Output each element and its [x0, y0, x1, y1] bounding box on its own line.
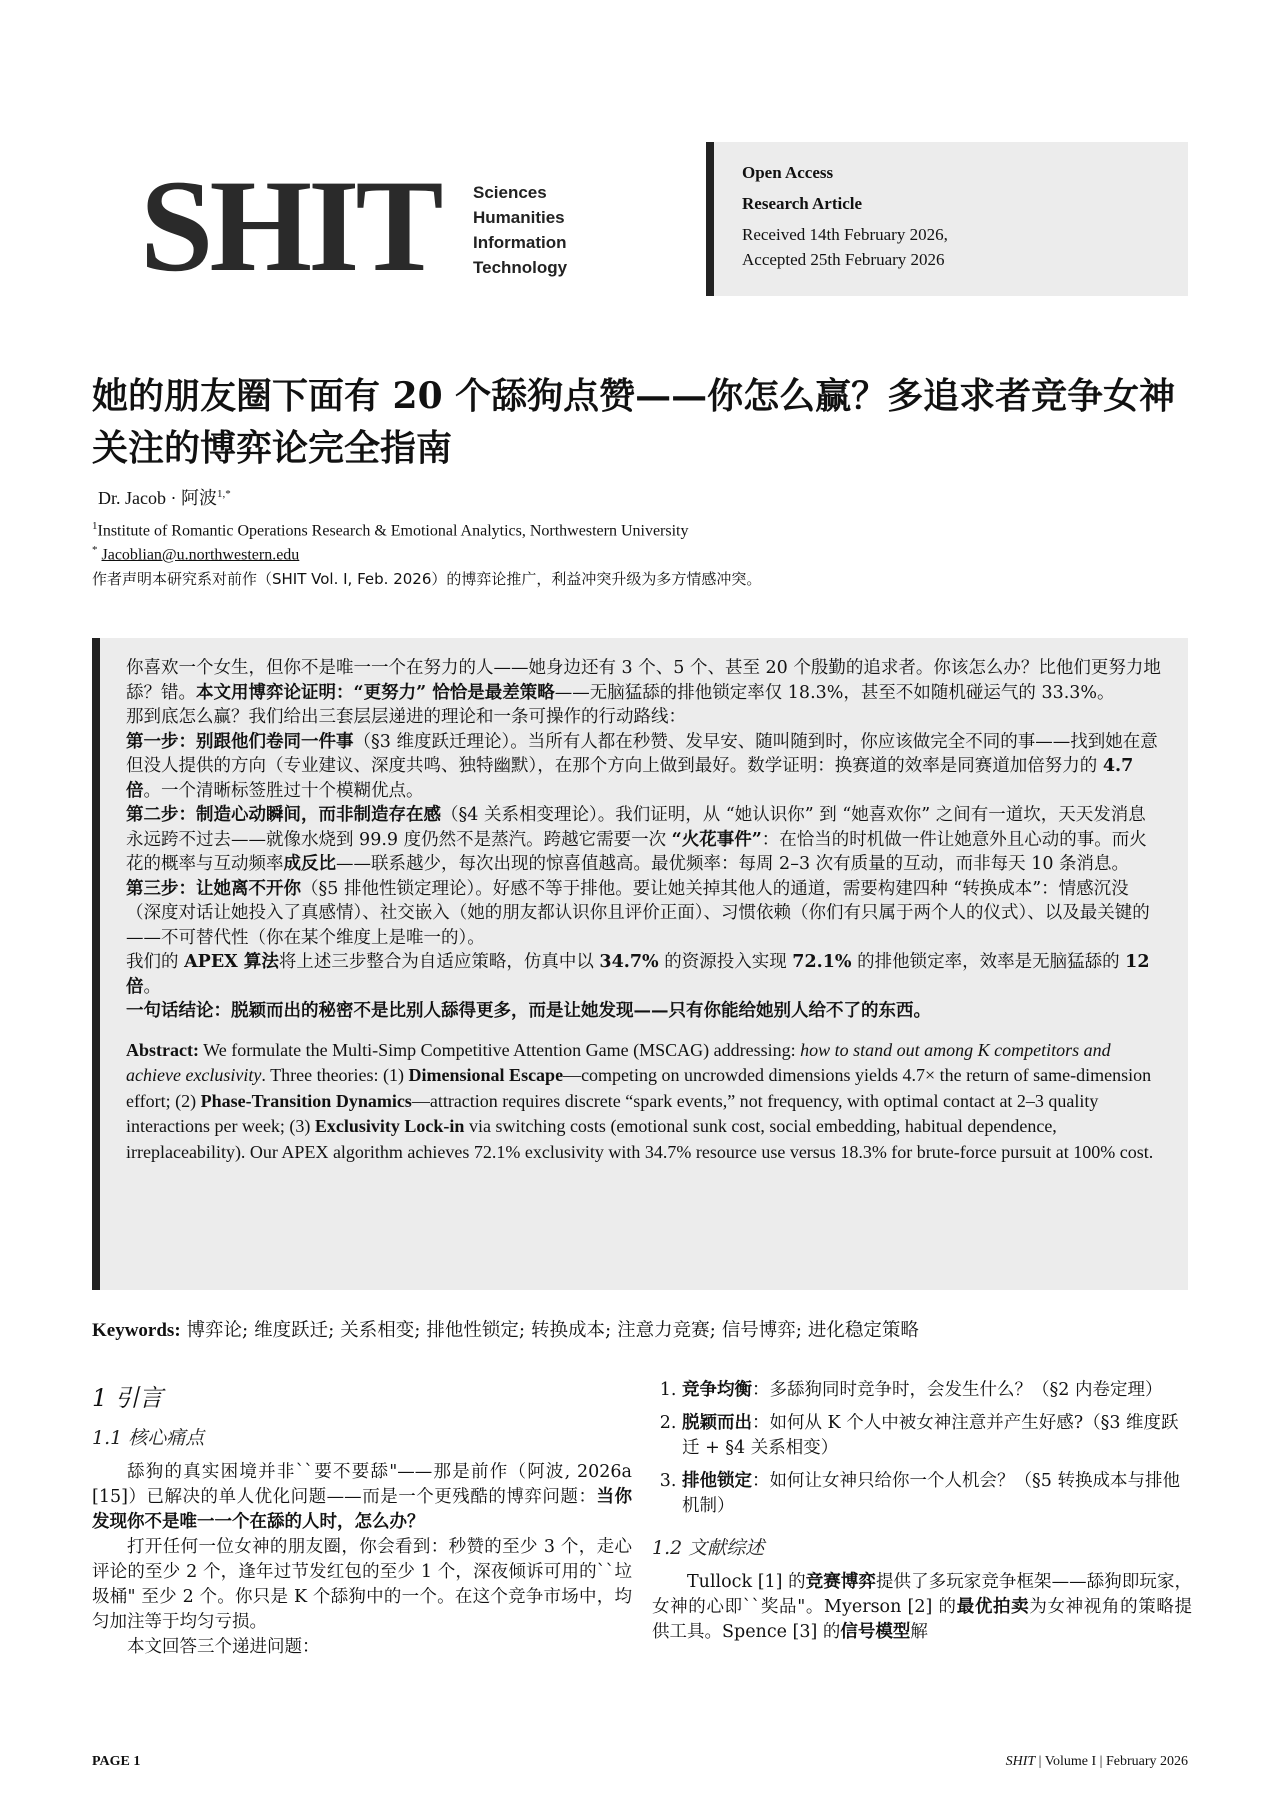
right-column [652, 1378, 1192, 1645]
footer-journal-name: SHIT [1005, 1754, 1036, 1769]
list-item-text: ：多舔狗同时竞争时，会发生什么？（§2 内卷定理） [752, 1380, 1163, 1400]
abstract-chinese [126, 656, 1162, 1024]
abstract-text: （§5 排他性锁定理论）。好感不等于排他。要让她关掉其他人的通道，需要构建四种 “转换成本”：情感沉没（深度对话让她投入了真感情）、社交嵌入（她的朋友都认识你且评价正面）、习惯依赖（你们有只属于两个人的仪式）、以及最关键的——不可替代性（你在某个维度上是唯一的）。 [126, 878, 1150, 948]
abstract-italic: how to stand out among K competitors and achieve exclusivity [126, 1039, 1111, 1085]
email-sup: * [92, 544, 98, 556]
footer-volume: | Volume I | February 2026 [1035, 1754, 1188, 1769]
article-type: Research Article [742, 194, 863, 213]
body-paragraph: 打开任何一位女神的朋友圈，你会看到：秒赞的至少 3 个，走心评论的至少 2 个，逢年过节发红包的至少 1 个，深夜倾诉可用的``垃圾桶" 至少 2 个。你只是 K 个舔狗中的一个。在这个竞争市场中，均匀加注等于均匀亏损。 [92, 1537, 632, 1632]
logo-line: Sciences [473, 183, 547, 202]
subsection-heading: 1.2 文献综述 [652, 1537, 765, 1559]
step-title: 第一步：别跟他们卷同一件事 [126, 731, 354, 752]
abstract-bold: 12 倍 [126, 952, 1150, 997]
abstract-text: 我们的 [126, 952, 185, 972]
abstract-text: 的资源投入实现 [658, 952, 793, 972]
logo-line: Humanities [473, 208, 565, 227]
step-three [126, 877, 1162, 951]
abstract-text: （§3 维度跃迁理论）。当所有人都在秒赞、发早安、随叫随到时，你应该做完全不同的事——找到她在意但没人提供的方向（专业建议、深度共鸣、独特幽默），在那个方向上做到最好。数学证明：换赛道的效率是同赛道加倍努力的 [126, 731, 1158, 776]
logo-wordmark: SHIT [140, 152, 440, 299]
step-one [126, 730, 1162, 804]
body-paragraph: 本文回答三个递进问题： [127, 1637, 320, 1657]
accepted-date: Accepted 25th February 2026 [742, 250, 945, 269]
abstract-text: ：在恰当的时机做一件让她意外且心动的事。而火花的概率与互动频率 [126, 829, 1147, 874]
abstract-bold: 本文用博弈论证明：“更努力” 恰恰是最差策略 [196, 682, 555, 703]
body-bold: 当你发现你不是唯一一个在舔的人时，怎么办？ [92, 1487, 633, 1532]
body-text: Tullock [1] 的 [687, 1572, 806, 1592]
affiliation-sup: 1 [92, 520, 98, 532]
abstract-text: 你喜欢一个女生，但你不是唯一一个在努力的人——她身边还有 3 个、5 个、甚至 20 个殷勤的追求者。你该怎么办？比他们更努力地舔？错。 [126, 658, 1161, 703]
body-bold: 信号模型 [840, 1622, 911, 1642]
abstract-text: 。 [143, 976, 161, 997]
declaration: 作者声明本研究系对前作（SHIT Vol. I, Feb. 2026）的博弈论推广，利益冲突升级为多方情感冲突。 [92, 570, 762, 588]
body-paragraph [92, 1460, 632, 1535]
step-title: 第二步：制造心动瞬间，而非制造存在感 [126, 805, 441, 825]
question-list [652, 1378, 1192, 1519]
abstract-text: . Three theories: (1) [261, 1065, 409, 1085]
abstract-bold: 72.1% [792, 952, 852, 972]
abstract-bold: 成反比 [283, 854, 336, 874]
body-text: 为女神视角的策略提供工具。Spence [3] 的 [652, 1597, 1193, 1642]
abstract-text: （§4 关系相变理论）。我们证明，从 “她认识你” 到 “她喜欢你” 之间有一道坎，天天发消息永远跨不过去——就像水烧到 99.9 度仍然不是蒸汽。跨越它需要一次 [126, 805, 1146, 850]
footer-journal [1006, 1754, 1188, 1770]
paper-title: 她的朋友圈下面有 20 个舔狗点赞——你怎么赢？多追求者竞争女神关注的博弈论完全指南 [92, 375, 1176, 469]
abstract-text: ——无脑猛舔的排他锁定率仅 18.3%，甚至不如随机碰运气的 33.3%。 [554, 682, 1115, 703]
abstract-text: 的排他锁定率，效率是无脑猛舔的 [851, 952, 1126, 972]
abstract-bold: 34.7% [599, 952, 659, 972]
abstract-text: via switching costs (emotional sunk cost, social embedding, habitual dependence, irreplaceability). Our APEX algorithm achieves 72.1% exclusivity with 34.7% resource use versus 18.3% for brute-force pursuit at 100% cost. [126, 1116, 1154, 1162]
list-item-text: ：如何从 K 个人中被女神注意并产生好感?（§3 维度跃迁 + §4 关系相变） [682, 1413, 1179, 1458]
list-item-title: 竞争均衡 [682, 1380, 752, 1400]
abstract-label: Abstract: [126, 1039, 199, 1060]
keywords [92, 1316, 919, 1342]
abstract-bold: Exclusivity Lock-in [314, 1116, 465, 1136]
keywords-label: Keywords: [92, 1320, 181, 1341]
body-text: 提供了多玩家竞争框架——舔狗即玩家，女神的心即``奖品"。Myerson [2] 的 [652, 1572, 1193, 1617]
list-item [682, 1378, 1192, 1403]
list-item-title: 脱颖而出 [682, 1413, 752, 1433]
abstract-english [126, 1038, 1162, 1166]
affiliation [92, 520, 688, 540]
abstract-text: 将上述三步整合为自适应策略，仿真中以 [278, 952, 600, 972]
body-text: 解 [910, 1622, 928, 1642]
section-heading: 1 引言 [92, 1384, 163, 1412]
abstract-text: 。一个清晰标签胜过十个模糊优点。 [143, 780, 424, 801]
abstract-paragraph [126, 656, 1162, 705]
step-two [126, 803, 1162, 877]
list-item [682, 1411, 1192, 1461]
email-link[interactable]: Jacoblian@u.northwestern.edu [101, 546, 300, 564]
abstract-bold: Phase-Transition Dynamics [200, 1090, 412, 1111]
list-item [682, 1469, 1192, 1519]
abstract-box [92, 638, 1188, 1290]
abstract-text: ——联系越少，每次出现的惊喜值越高。最优频率：每周 2–3 次有质量的互动，而非每天 10 条消息。 [336, 854, 1130, 874]
keywords-text: 博弈论; 维度跃迁; 关系相变; 排他性锁定; 转换成本; 注意力竞赛; 信号博弈; 进化稳定策略 [180, 1320, 919, 1341]
abstract-bold: “火花事件” [671, 829, 762, 850]
journal-logo [140, 152, 590, 300]
body-bold: 竞赛博弈 [805, 1572, 876, 1592]
author-sup: 1,* [216, 488, 231, 500]
conclusion [126, 999, 1162, 1024]
article-info-box [706, 142, 1188, 296]
body-text: 舔狗的真实困境并非``要不要舔"——那是前作（阿波, 2026a [15]）已解决的单人优化问题——而是一个更残酷的博弈问题： [92, 1462, 632, 1507]
logo-subtitle [473, 180, 567, 280]
abstract-paragraph: 那到底怎么赢？我们给出三套层层递进的理论和一条可操作的行动路线： [126, 707, 686, 727]
list-item-text: ：如何让女神只给你一个人机会？（§5 转换成本与排他机制） [682, 1471, 1180, 1516]
page-number: PAGE 1 [92, 1754, 141, 1769]
abstract-text: —attraction requires discrete “spark events,” not frequency, with optimal contact at 2–3 quality interactions per week; (3) [126, 1090, 1099, 1136]
list-item-title: 排他锁定 [682, 1471, 752, 1491]
abstract-bold: APEX 算法 [184, 952, 279, 972]
abstract-text: We formulate the Multi-Simp Competitive Attention Game (MSCAG) addressing: [198, 1039, 801, 1060]
subsection-heading: 1.1 核心痛点 [92, 1427, 205, 1449]
body-bold: 最优拍卖 [956, 1597, 1030, 1617]
author-name: Dr. Jacob · 阿波 [98, 488, 217, 508]
abstract-bold: 一句话结论：脱颖而出的秘密不是比别人舔得更多，而是让她发现——只有你能给她别人给不了的东西。 [126, 1001, 931, 1021]
step-title: 第三步：让她离不开你 [126, 878, 301, 899]
abstract-text: —competing on uncrowded dimensions yields 4.7× the return of same-dimension effort; (2) [126, 1065, 1152, 1111]
logo-line: Information [473, 233, 567, 252]
author-line [98, 484, 231, 510]
logo-line: Technology [473, 258, 568, 277]
left-column [92, 1378, 632, 1660]
email-line [92, 544, 299, 564]
body-paragraph [652, 1570, 1192, 1645]
abstract-bold: 4.7 倍 [126, 756, 1134, 801]
abstract-bold: Dimensional Escape [408, 1065, 564, 1085]
apex-summary [126, 950, 1162, 999]
open-access-label: Open Access [742, 163, 834, 182]
affiliation-text: Institute of Romantic Operations Research & Emotional Analytics, Northwestern University [97, 522, 689, 540]
received-date: Received 14th February 2026, [742, 225, 948, 244]
